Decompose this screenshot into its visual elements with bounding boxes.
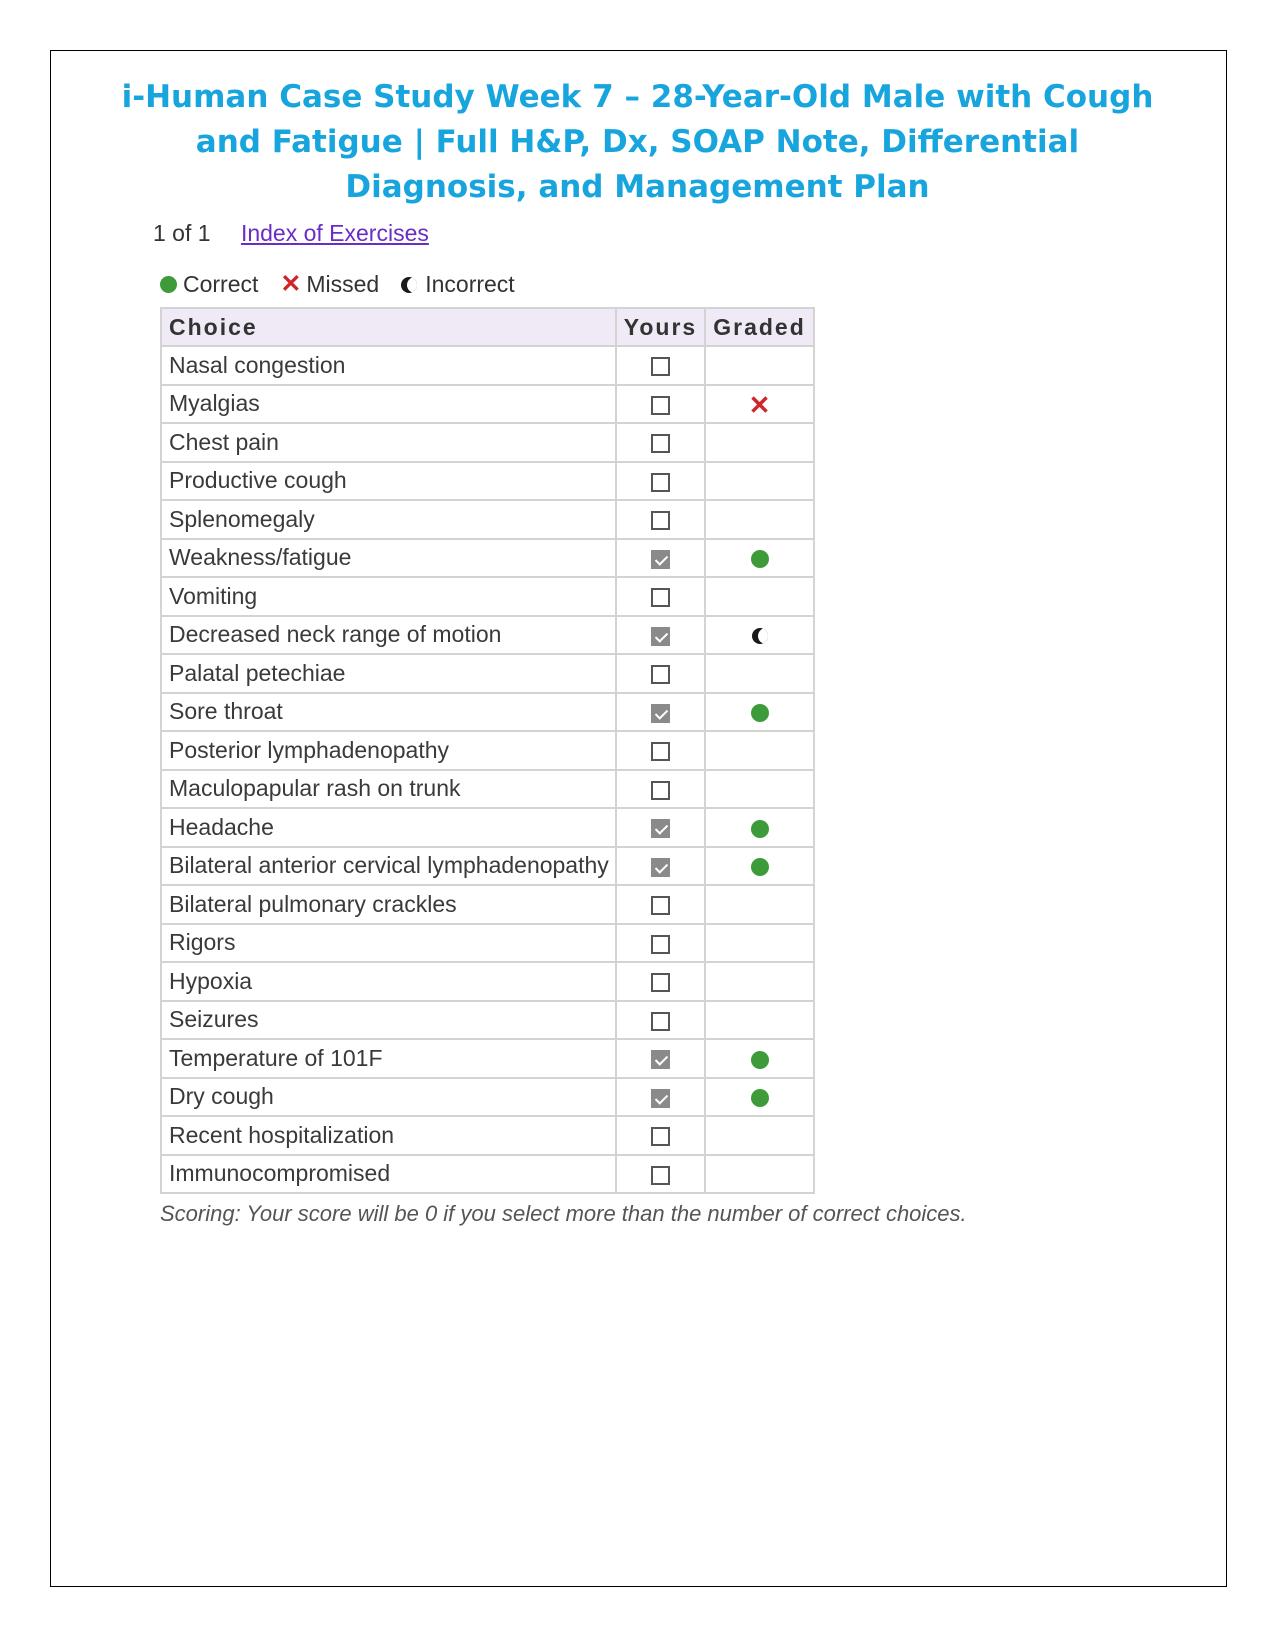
- choice-label: Myalgias: [161, 385, 616, 424]
- page-count: 1 of 1: [153, 220, 211, 246]
- legend-correct-label: Correct: [183, 271, 259, 297]
- graded-cell: [705, 808, 814, 847]
- table-row: [161, 462, 814, 501]
- table-row: [161, 693, 814, 732]
- checked-checkbox[interactable]: [651, 627, 670, 646]
- unchecked-checkbox[interactable]: [651, 973, 670, 992]
- legend-incorrect-label: Incorrect: [425, 271, 515, 297]
- unchecked-checkbox[interactable]: [651, 1127, 670, 1146]
- table-row: [161, 423, 814, 462]
- table-row: [161, 924, 814, 963]
- yours-cell: [616, 1155, 705, 1194]
- choice-label: Maculopapular rash on trunk: [161, 770, 616, 809]
- yours-cell: [616, 847, 705, 886]
- correct-dot-icon: [751, 858, 769, 876]
- exercise-nav: [153, 220, 429, 247]
- table-row: [161, 346, 814, 385]
- unchecked-checkbox[interactable]: [651, 511, 670, 530]
- choice-label: Palatal petechiae: [161, 654, 616, 693]
- table-body: [161, 346, 814, 1193]
- choice-label: Hypoxia: [161, 962, 616, 1001]
- yours-cell: [616, 731, 705, 770]
- unchecked-checkbox[interactable]: [651, 781, 670, 800]
- choice-label: Vomiting: [161, 577, 616, 616]
- graded-cell: [705, 423, 814, 462]
- correct-dot-icon: [160, 276, 177, 293]
- table-row: [161, 1155, 814, 1194]
- choice-label: Rigors: [161, 924, 616, 963]
- choice-label: Decreased neck range of motion: [161, 616, 616, 655]
- choice-label: Nasal congestion: [161, 346, 616, 385]
- missed-x-icon: ✕: [748, 389, 771, 420]
- graded-cell: [705, 693, 814, 732]
- table-row: [161, 616, 814, 655]
- choice-label: Temperature of 101F: [161, 1039, 616, 1078]
- unchecked-checkbox[interactable]: [651, 357, 670, 376]
- header-choice: Choice: [161, 308, 616, 346]
- graded-cell: [705, 1039, 814, 1078]
- checked-checkbox[interactable]: [651, 550, 670, 569]
- yours-cell: [616, 1116, 705, 1155]
- table-row: [161, 500, 814, 539]
- table-row: [161, 539, 814, 578]
- table-row: [161, 1039, 814, 1078]
- legend-incorrect: [401, 271, 514, 298]
- yours-cell: [616, 385, 705, 424]
- choice-label: Recent hospitalization: [161, 1116, 616, 1155]
- yours-cell: [616, 693, 705, 732]
- unchecked-checkbox[interactable]: [651, 1012, 670, 1031]
- document-title: i-Human Case Study Week 7 – 28-Year-Old Male with Cough and Fatigue | Full H&P, Dx, SOAP Note, Differential Diagnosis, and Management Plan: [121, 79, 1154, 205]
- checked-checkbox[interactable]: [651, 858, 670, 877]
- yours-cell: [616, 1078, 705, 1117]
- graded-cell: [705, 1078, 814, 1117]
- checked-checkbox[interactable]: [651, 819, 670, 838]
- unchecked-checkbox[interactable]: [651, 434, 670, 453]
- unchecked-checkbox[interactable]: [651, 588, 670, 607]
- checked-checkbox[interactable]: [651, 1050, 670, 1069]
- graded-cell: [705, 539, 814, 578]
- table-row: [161, 808, 814, 847]
- graded-cell: [705, 385, 814, 424]
- checked-checkbox[interactable]: [651, 1089, 670, 1108]
- table-row: [161, 885, 814, 924]
- header-yours: Yours: [616, 308, 705, 346]
- table-row: [161, 385, 814, 424]
- graded-cell: [705, 770, 814, 809]
- table-row: [161, 962, 814, 1001]
- graded-cell: [705, 1001, 814, 1040]
- graded-cell: [705, 847, 814, 886]
- unchecked-checkbox[interactable]: [651, 665, 670, 684]
- choice-label: Weakness/fatigue: [161, 539, 616, 578]
- choice-label: Seizures: [161, 1001, 616, 1040]
- choice-label: Dry cough: [161, 1078, 616, 1117]
- unchecked-checkbox[interactable]: [651, 896, 670, 915]
- yours-cell: [616, 346, 705, 385]
- yours-cell: [616, 616, 705, 655]
- index-of-exercises-link[interactable]: Index of Exercises: [240, 220, 429, 246]
- yours-cell: [616, 539, 705, 578]
- yours-cell: [616, 577, 705, 616]
- graded-cell: [705, 654, 814, 693]
- correct-dot-icon: [751, 820, 769, 838]
- yours-cell: [616, 654, 705, 693]
- unchecked-checkbox[interactable]: [651, 1166, 670, 1185]
- graded-cell: [705, 462, 814, 501]
- correct-dot-icon: [751, 704, 769, 722]
- yours-cell: [616, 924, 705, 963]
- table-row: [161, 847, 814, 886]
- incorrect-moon-icon: [752, 628, 768, 644]
- yours-cell: [616, 462, 705, 501]
- yours-cell: [616, 1001, 705, 1040]
- choice-label: Productive cough: [161, 462, 616, 501]
- incorrect-moon-icon: [401, 277, 417, 293]
- header-graded: Graded: [705, 308, 814, 346]
- yours-cell: [616, 885, 705, 924]
- graded-cell: [705, 616, 814, 655]
- choice-label: Splenomegaly: [161, 500, 616, 539]
- table-row: [161, 731, 814, 770]
- yours-cell: [616, 770, 705, 809]
- choice-label: Headache: [161, 808, 616, 847]
- table-header-row: [161, 308, 814, 346]
- unchecked-checkbox[interactable]: [651, 742, 670, 761]
- legend: [160, 271, 537, 298]
- choice-label: Chest pain: [161, 423, 616, 462]
- table-row: [161, 577, 814, 616]
- graded-cell: [705, 500, 814, 539]
- graded-cell: [705, 731, 814, 770]
- graded-cell: [705, 885, 814, 924]
- correct-dot-icon: [751, 550, 769, 568]
- graded-cell: [705, 346, 814, 385]
- graded-cell: [705, 1116, 814, 1155]
- yours-cell: [616, 808, 705, 847]
- graded-cell: [705, 962, 814, 1001]
- table-row: [161, 770, 814, 809]
- graded-cell: [705, 924, 814, 963]
- legend-missed-label: Missed: [306, 271, 380, 297]
- legend-missed: [280, 271, 379, 298]
- table-row: [161, 1116, 814, 1155]
- choice-label: Sore throat: [161, 693, 616, 732]
- choice-label: Posterior lymphadenopathy: [161, 731, 616, 770]
- choices-table: [160, 307, 815, 1194]
- table-row: [161, 1078, 814, 1117]
- yours-cell: [616, 500, 705, 539]
- yours-cell: [616, 423, 705, 462]
- table-row: [161, 1001, 814, 1040]
- unchecked-checkbox[interactable]: [651, 935, 670, 954]
- graded-cell: [705, 577, 814, 616]
- yours-cell: [616, 962, 705, 1001]
- unchecked-checkbox[interactable]: [651, 396, 670, 415]
- missed-x-icon: ✕: [280, 270, 302, 298]
- table-row: [161, 654, 814, 693]
- correct-dot-icon: [751, 1089, 769, 1107]
- choice-label: Bilateral anterior cervical lymphadenopathy: [161, 847, 616, 886]
- unchecked-checkbox[interactable]: [651, 473, 670, 492]
- choice-label: Immunocompromised: [161, 1155, 616, 1194]
- checked-checkbox[interactable]: [651, 704, 670, 723]
- choice-label: Bilateral pulmonary crackles: [161, 885, 616, 924]
- yours-cell: [616, 1039, 705, 1078]
- legend-correct: [160, 271, 258, 298]
- graded-cell: [705, 1155, 814, 1194]
- scoring-note: Scoring: Your score will be 0 if you select more than the number of correct choices.: [160, 1201, 967, 1226]
- correct-dot-icon: [751, 1051, 769, 1069]
